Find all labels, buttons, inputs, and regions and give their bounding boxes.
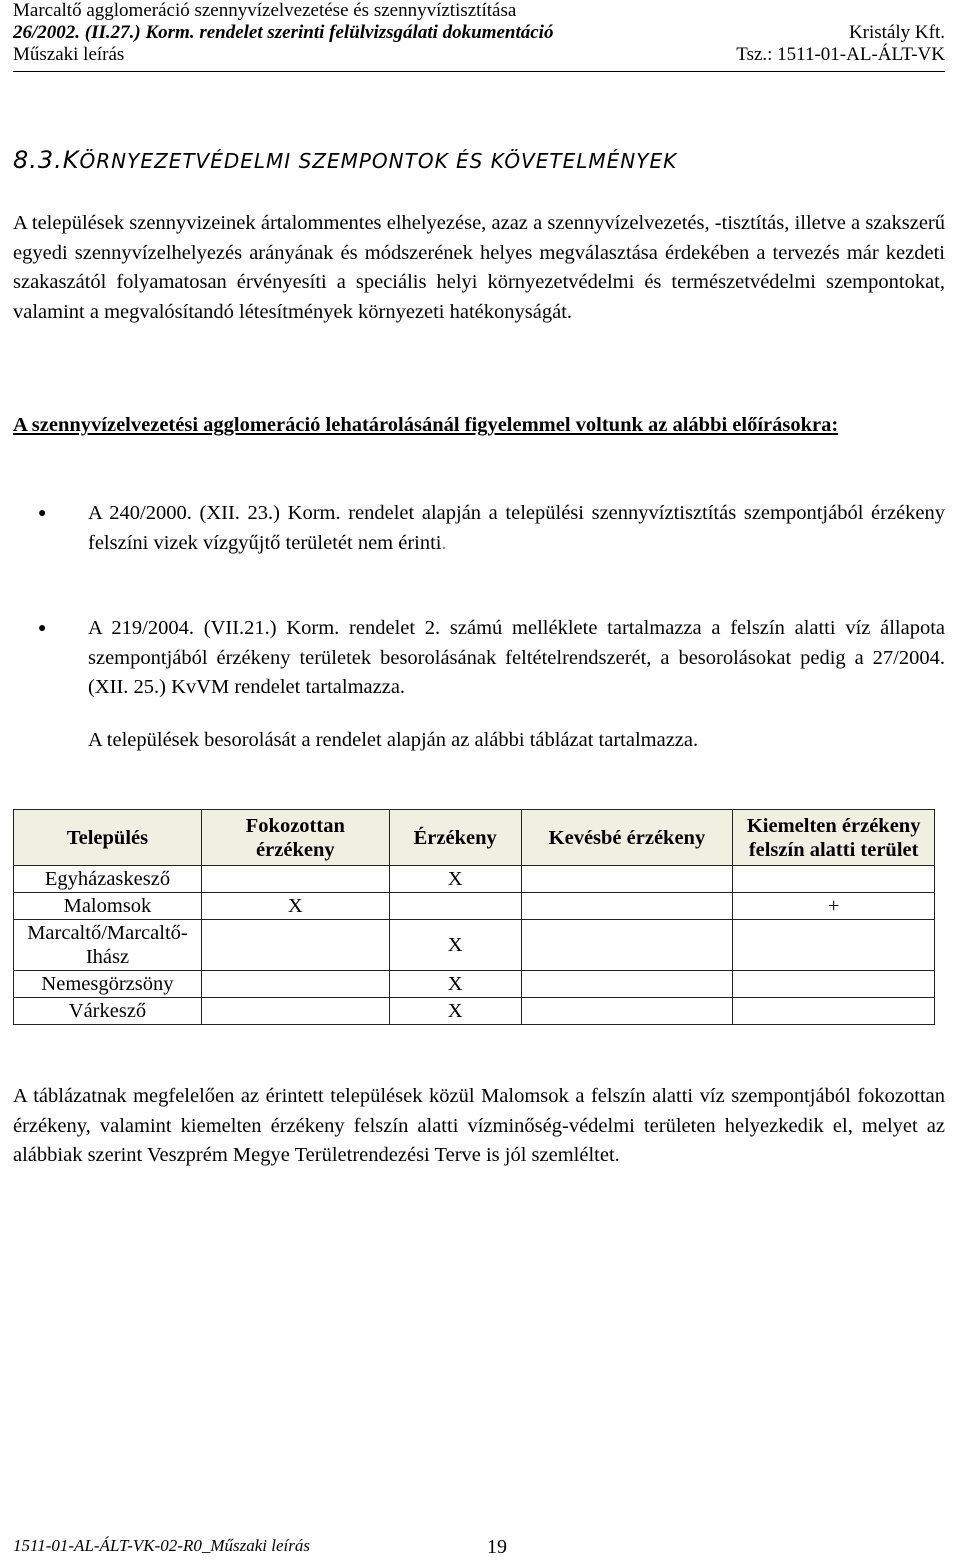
header-line-2	[13, 22, 945, 44]
footer-document-id: 1511-01-AL-ÁLT-VK-02-R0_Műszaki leírás	[13, 1536, 310, 1555]
header-divider	[13, 71, 945, 72]
header-company: Kristály Kft.	[848, 22, 945, 43]
table-cell: X	[389, 866, 521, 893]
bullet-icon: ●	[38, 506, 47, 521]
list-item	[38, 499, 945, 558]
column-header: Fokozottan érzékeny	[201, 810, 389, 866]
table-header-row	[14, 810, 935, 866]
table-cell	[733, 971, 935, 998]
table-row	[14, 920, 935, 971]
column-header: Kevésbé érzékeny	[521, 810, 733, 866]
column-header: Érzékeny	[389, 810, 521, 866]
table-cell	[389, 893, 521, 920]
table-cell	[521, 866, 733, 893]
subheading: A szennyvízelvezetési agglomeráció lehatárolásánál figyelemmel voltunk az alábbi előírásokra:	[13, 414, 839, 436]
table-row	[14, 866, 935, 893]
page-header	[13, 0, 945, 72]
section-number: 8.3.	[13, 146, 63, 174]
table-cell	[521, 920, 733, 971]
column-header: Kiemelten érzékeny felszín alatti terület	[733, 810, 935, 866]
page-number: 19	[487, 1536, 507, 1558]
table-cell	[733, 866, 935, 893]
table-cell: X	[389, 998, 521, 1025]
classification-table	[13, 809, 935, 1025]
table-cell	[201, 866, 389, 893]
table-row	[14, 998, 935, 1025]
header-regulation: 26/2002. (II.27.) Korm. rendelet szerinti felülvizsgálati dokumentáció	[13, 22, 554, 43]
table-cell: X	[201, 893, 389, 920]
section-heading	[13, 146, 677, 174]
table-cell: X	[389, 971, 521, 998]
table-cell	[201, 971, 389, 998]
table-cell	[521, 998, 733, 1025]
header-line-1	[13, 0, 945, 22]
table-cell: Várkesző	[14, 998, 202, 1025]
table-intro: A települések besorolását a rendelet alapján az alábbi táblázat tartalmazza.	[88, 729, 699, 751]
bullet-icon: ●	[38, 621, 47, 636]
table-cell	[521, 971, 733, 998]
table-cell: Malomsok	[14, 893, 202, 920]
table-cell: +	[733, 893, 935, 920]
table-cell	[733, 998, 935, 1025]
section-title-initial: K	[62, 146, 80, 174]
table-cell	[521, 893, 733, 920]
header-project-title: Marcaltő agglomeráció szennyvízelvezetése és szennyvíztisztítása	[13, 0, 517, 21]
table-cell	[201, 920, 389, 971]
list-item	[38, 614, 945, 703]
table-cell	[733, 920, 935, 971]
table-cell: X	[389, 920, 521, 971]
table-cell	[201, 998, 389, 1025]
closing-paragraph: A táblázatnak megfelelően az érintett települések közül Malomsok a felszín alatti víz szempontjából fokozottan érzékeny, valamint kiemelten érzékeny felszín alatti vízminőség-védelmi területen helyezkedik el, melyet az alábbiak szerint Veszprém Megye Területrendezési Terve is jól szemléltet.	[13, 1085, 945, 1166]
table-cell: Marcaltő/Marcaltő-Ihász	[14, 920, 202, 971]
list-item-text: A 219/2004. (VII.21.) Korm. rendelet 2. számú melléklete tartalmazza a felszín alatti víz állapota szempontjából érzékeny területek besorolásának feltételrendszerét, a besorolásokat pedig a 27/2004. (XII. 25.) KvVM rendelet tartalmazza.	[88, 617, 945, 698]
column-header: Település	[14, 810, 202, 866]
header-project-number: Tsz.: 1511-01-AL-ÁLT-VK	[736, 44, 945, 65]
header-line-3	[13, 44, 945, 66]
header-doc-type: Műszaki leírás	[13, 44, 125, 65]
section-title-text: ÖRNYEZETVÉDELMI SZEMPONTOK ÉS KÖVETELMÉNYEK	[79, 149, 678, 173]
table-row	[14, 971, 935, 998]
intro-paragraph: A települések szennyvizeinek ártalommentes elhelyezése, azaz a szennyvízelvezetés, -tisztítás, illetve a szakszerű egyedi szennyvízelhelyezés arányának és módszerének helyes megválasztása érdekében a tervezés már kezdeti szakaszától folyamatosan érvényesíti a speciális helyi környezetvédelmi és természetvédelmi szempontokat, valamint a megvalósítandó létesítmények környezeti hatékonyságát.	[13, 212, 945, 323]
table-cell: Nemesgörzsöny	[14, 971, 202, 998]
list-item-text: A 240/2000. (XII. 23.) Korm. rendelet alapján a települési szennyvíztisztítás szempontjából érzékeny felszíni vizek vízgyűjtő területét nem érinti.	[88, 502, 945, 554]
table-row	[14, 893, 935, 920]
table-cell: Egyházaskesző	[14, 866, 202, 893]
